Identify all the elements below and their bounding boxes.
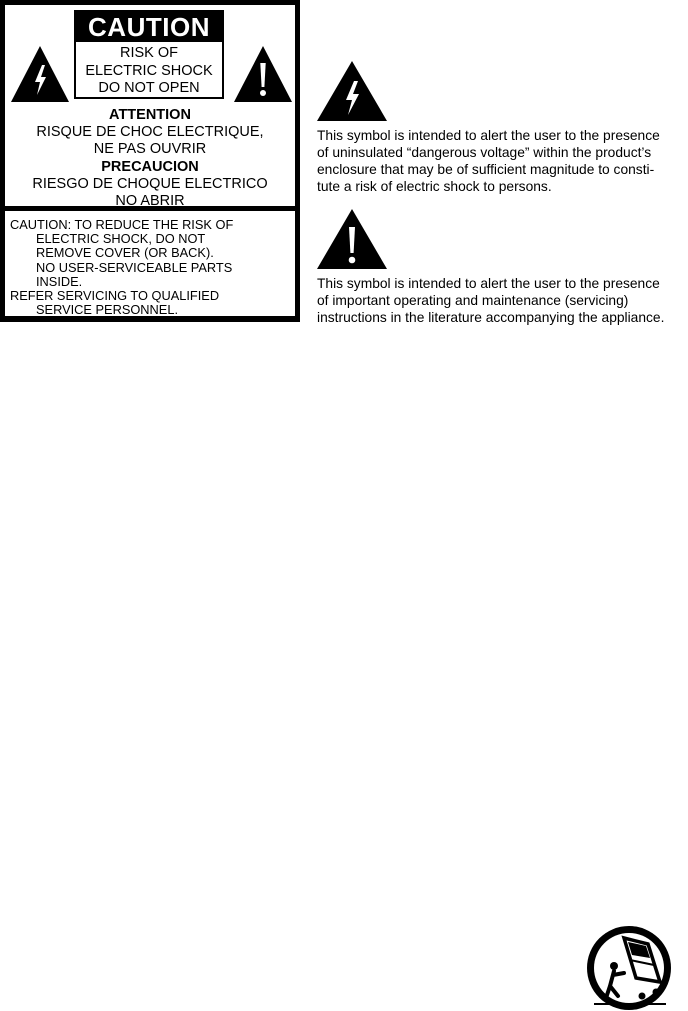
caution-sub-line: RISK OF (119, 45, 178, 61)
description-line: instructions in the literature accompanying the appliance. (317, 310, 665, 325)
french-warning (5, 107, 295, 158)
description-line: of uninsulated “dangerous voltage” within the product’s (317, 145, 652, 160)
maintenance-symbol-description (317, 275, 664, 326)
french-warning-line: NE PAS OUVRIR (93, 141, 207, 157)
french-warning-title: ATTENTION (109, 107, 191, 123)
instruction-line: REMOVE COVER (OR BACK). (36, 245, 214, 261)
french-warning-line: RISQUE DE CHOC ELECTRIQUE, (36, 124, 264, 140)
description-line: of important operating and maintenance (servicing) (317, 293, 629, 308)
caution-subtext (76, 42, 222, 98)
caution-box (74, 10, 224, 99)
caution-label (0, 0, 300, 322)
exclamation-warning-icon (316, 208, 388, 270)
servicing-instructions (10, 218, 233, 317)
voltage-symbol-description (317, 127, 660, 195)
spanish-warning (5, 159, 295, 210)
caution-heading: CAUTION (76, 12, 222, 42)
spanish-warning-line: RIESGO DE CHOQUE ELECTRICO (32, 176, 268, 192)
caution-label-lower-panel (5, 211, 295, 316)
instruction-line: INSIDE. (36, 273, 83, 289)
spanish-warning-title: PRECAUCION (101, 159, 199, 175)
spanish-warning-line: NO ABRIR (115, 193, 185, 209)
caution-sub-line: ELECTRIC SHOCK (85, 62, 213, 79)
description-line: This symbol is intended to alert the user to the presence (317, 128, 660, 143)
description-line: enclosure that may be of sufficient magnitude to consti- (317, 162, 655, 177)
caution-label-upper-panel (5, 5, 295, 209)
description-line: This symbol is intended to alert the user to the presence (317, 276, 660, 291)
instruction-line: ELECTRIC SHOCK, DO NOT (36, 231, 206, 247)
lightning-bolt-warning-icon (316, 60, 388, 122)
description-line: tute a risk of electric shock to persons. (317, 179, 552, 194)
caution-sub-line: DO NOT OPEN (98, 80, 200, 96)
exclamation-warning-icon (233, 45, 293, 103)
lightning-bolt-warning-icon (10, 45, 70, 103)
cart-tip-over-warning-icon (584, 924, 674, 1010)
instruction-line: SERVICE PERSONNEL. (36, 302, 178, 318)
instruction-line: CAUTION: TO REDUCE THE RISK OF (10, 217, 234, 232)
instruction-line: NO USER-SERVICEABLE PARTS (36, 259, 233, 275)
instruction-line: REFER SERVICING TO QUALIFIED (10, 288, 220, 304)
